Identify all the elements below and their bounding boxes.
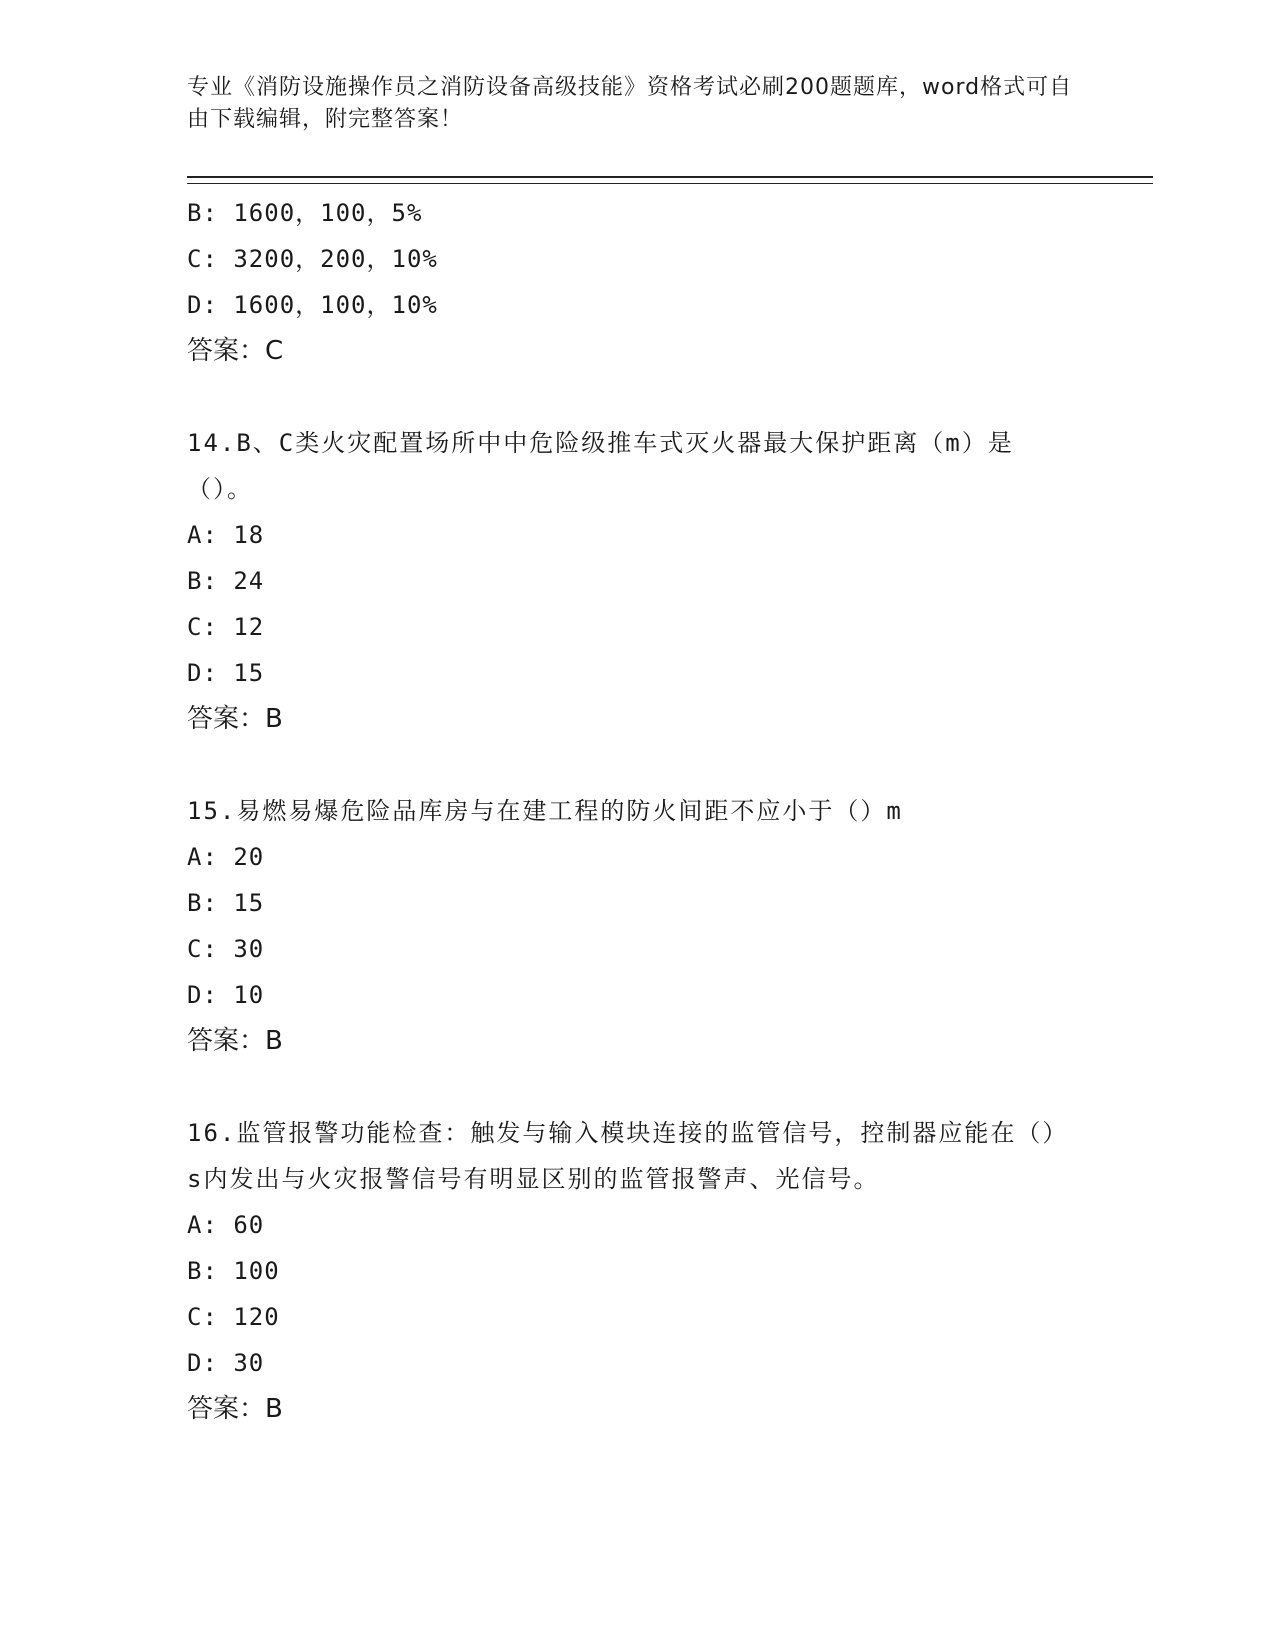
- option-a: A: 20: [187, 843, 265, 871]
- question-stem: 15.易燃易爆危险品库房与在建工程的防火间距不应小于（）m: [187, 797, 903, 825]
- answer: 答案：B: [187, 1026, 283, 1056]
- answer: 答案：C: [187, 336, 284, 366]
- option-d: D: 10: [187, 981, 265, 1009]
- question-14: [187, 420, 1087, 742]
- option-c: C: 30: [187, 935, 265, 963]
- page-header: 专业《消防设施操作员之消防设备高级技能》资格考试必刷200题题库，word格式可自由下载编辑，附完整答案！: [187, 75, 1073, 132]
- option-a: A: 60: [187, 1211, 265, 1239]
- option-d: D: 30: [187, 1349, 265, 1377]
- question-stem: 16.监管报警功能检查：触发与输入模块连接的监管信号，控制器应能在（）s内发出与火灾报警信号有明显区别的监管报警声、光信号。: [187, 1119, 1057, 1193]
- previous-question-tail: [187, 190, 1087, 374]
- question-content: [187, 190, 1087, 1432]
- option-c: C: 3200，200，10%: [187, 245, 438, 273]
- answer: 答案：B: [187, 1394, 283, 1424]
- option-b: B: 1600，100，5%: [187, 199, 423, 227]
- option-d: D: 15: [187, 659, 265, 687]
- option-a: A: 18: [187, 521, 265, 549]
- option-d: D: 1600，100，10%: [187, 291, 438, 319]
- question-15: [187, 788, 1087, 1064]
- option-b: B: 100: [187, 1257, 280, 1285]
- option-c: C: 120: [187, 1303, 280, 1331]
- option-b: B: 15: [187, 889, 265, 917]
- option-b: B: 24: [187, 567, 265, 595]
- question-stem: 14.B、C类火灾配置场所中中危险级推车式灭火器最大保护距离（m）是（）。: [187, 429, 1014, 503]
- question-16: [187, 1110, 1087, 1432]
- option-c: C: 12: [187, 613, 265, 641]
- answer: 答案：B: [187, 704, 283, 734]
- header-divider: [187, 176, 1153, 184]
